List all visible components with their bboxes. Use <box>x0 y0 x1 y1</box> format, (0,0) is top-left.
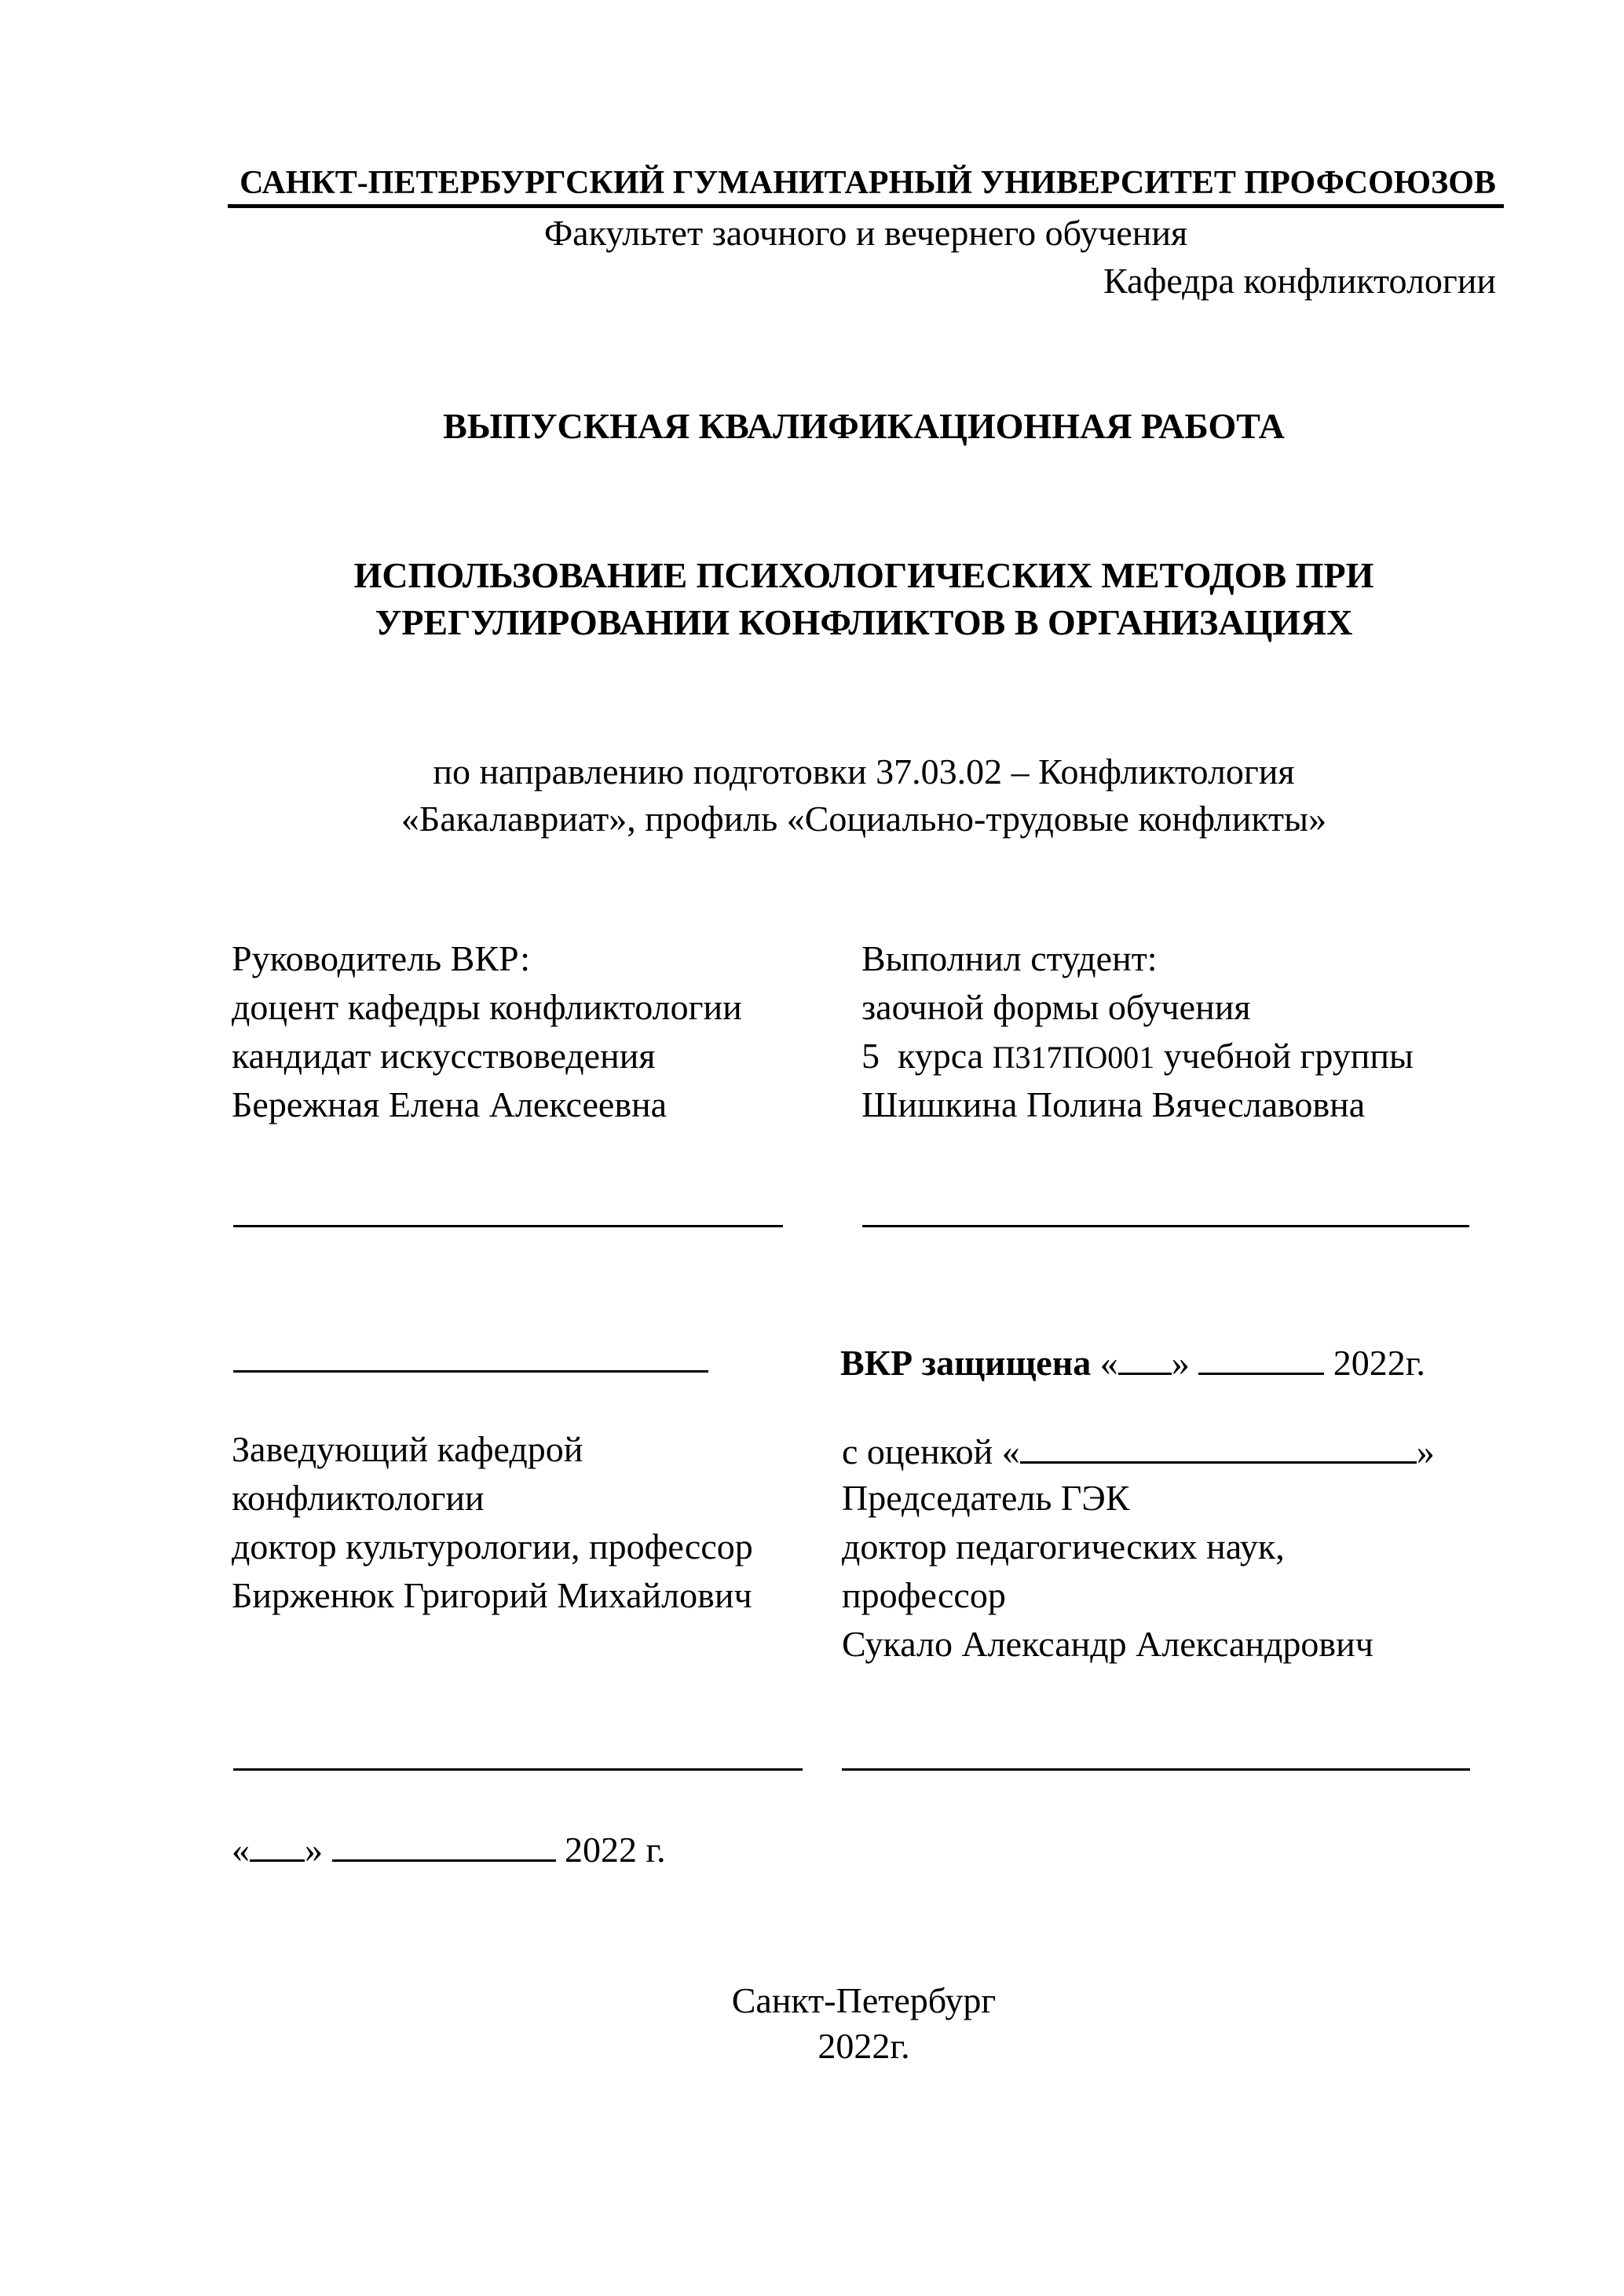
head-degree: доктор культурологии, профессор <box>232 1526 753 1567</box>
head-title-line-2: конфликтологии <box>232 1478 485 1518</box>
defense-year: 2022г. <box>1324 1343 1425 1383</box>
student-name: Шишкина Полина Вячеславовна <box>861 1084 1366 1124</box>
head-title-line-1: Заведующий кафедрой <box>232 1429 583 1469</box>
year: 2022г. <box>817 2026 910 2066</box>
supervisor-block <box>232 934 742 1129</box>
defense-label: ВКР защищена <box>840 1343 1092 1383</box>
student-course: 5 курса <box>861 1036 993 1076</box>
left-blank-line <box>233 1370 708 1373</box>
date-day-blank[interactable] <box>250 1823 305 1862</box>
supervisor-position: доцент кафедры конфликтологии <box>232 987 742 1027</box>
head-of-department-block <box>232 1425 753 1620</box>
city: Санкт-Петербург <box>731 1980 997 2020</box>
gek-chair-name: Сукало Александр Александрович <box>842 1624 1373 1664</box>
gek-chair-block <box>842 1425 1435 1669</box>
gek-chair-title: Председатель ГЭК <box>842 1478 1130 1518</box>
student-group-code: П317ПО001 <box>992 1040 1155 1075</box>
defense-close-quote: » <box>1171 1343 1199 1383</box>
head-signature-line <box>233 1768 803 1771</box>
thesis-title-line-2: УРЕГУЛИРОВАНИИ КОНФЛИКТОВ В ОРГАНИЗАЦИЯХ <box>375 602 1353 642</box>
defense-day-blank[interactable] <box>1118 1336 1172 1375</box>
thesis-title-line-1: ИСПОЛЬЗОВАНИЕ ПСИХОЛОГИЧЕСКИХ МЕТОДОВ ПРИ <box>353 555 1374 595</box>
defense-month-blank[interactable] <box>1198 1336 1324 1375</box>
student-group-suffix: учебной группы <box>1154 1036 1414 1076</box>
direction-line-2: «Бакалавриат», профиль «Социально-трудовые конфликты» <box>401 799 1327 839</box>
student-block <box>861 934 1414 1129</box>
date-close-quote: » <box>305 1830 332 1870</box>
defense-open-quote: « <box>1091 1343 1118 1383</box>
gek-chair-degree-1: доктор педагогических наук, <box>842 1526 1285 1567</box>
head-name: Бирженюк Григорий Михайлович <box>232 1575 752 1615</box>
grade-line <box>842 1425 1435 1474</box>
student-signature-line <box>862 1225 1469 1227</box>
student-label: Выполнил студент: <box>861 938 1158 978</box>
date-year: 2022 г. <box>555 1830 666 1870</box>
gek-chair-degree-2: профессор <box>842 1575 1006 1615</box>
department-name: Кафедра конфликтологии <box>1103 261 1496 301</box>
grade-blank[interactable] <box>1020 1425 1417 1464</box>
date-line <box>232 1823 666 1868</box>
supervisor-degree: кандидат искусствоведения <box>232 1036 656 1076</box>
supervisor-name: Бережная Елена Алексеевна <box>232 1084 668 1124</box>
student-form: заочной формы обучения <box>861 987 1251 1027</box>
date-open-quote: « <box>232 1830 250 1870</box>
faculty-name: Факультет заочного и вечернего обучения <box>543 213 1188 253</box>
header-rule <box>228 204 1504 208</box>
gek-chair-signature-line <box>842 1768 1470 1771</box>
supervisor-signature-line <box>233 1225 783 1227</box>
supervisor-label: Руководитель ВКР: <box>232 938 531 978</box>
date-month-blank[interactable] <box>332 1823 556 1862</box>
document-type: ВЫПУСКНАЯ КВАЛИФИКАЦИОННАЯ РАБОТА <box>443 406 1285 446</box>
grade-suffix: » <box>1416 1431 1435 1472</box>
grade-prefix: с оценкой « <box>842 1431 1020 1472</box>
direction-line-1: по направлению подготовки 37.03.02 – Конфликтология <box>433 751 1295 792</box>
university-name: САНКТ-ПЕТЕРБУРГСКИЙ ГУМАНИТАРНЫЙ УНИВЕРСИТЕТ ПРОФСОЮЗОВ <box>240 165 1496 201</box>
defense-line <box>840 1336 1425 1381</box>
student-group <box>861 1032 1414 1080</box>
